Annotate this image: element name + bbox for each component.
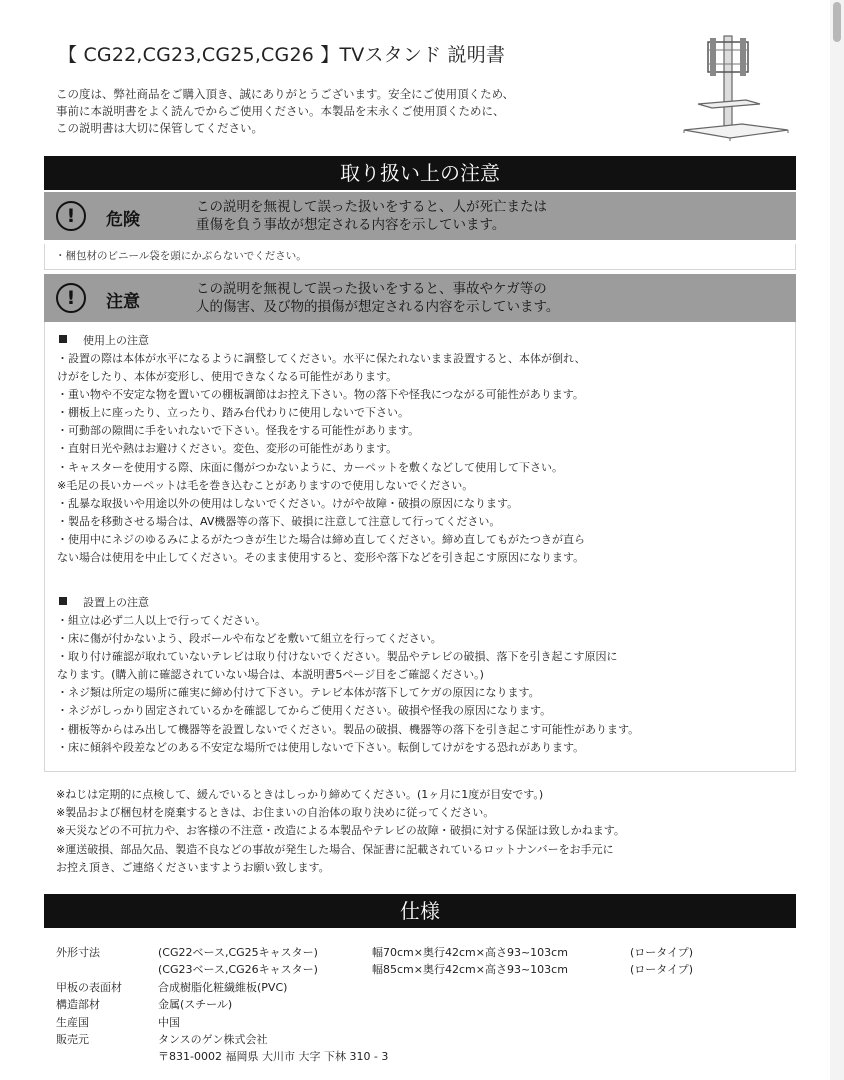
handling-header: 取り扱い上の注意 (44, 156, 796, 190)
footnote: ※天災などの不可抗力や、お客様の不注意・改造による本製品やテレビの故障・破損に対する保証は致しかねます。 (56, 824, 625, 838)
usage-list (57, 350, 586, 567)
list-item: なります。(購入前に確認されていない場合は、本説明書5ページ目をご確認ください。) (57, 668, 484, 682)
spec-value: タンスのゲン株式会社 (158, 1032, 268, 1046)
intro-line: この度は、弊社商品をご購入頂き、誠にありがとうございます。安全にご使用頂くため、 (56, 87, 515, 101)
list-item: ・床に傾斜や段差などのある不安定な場所では使用しないで下さい。転倒してけがをする恐れがあります。 (57, 740, 585, 754)
document-title: 【 CG22,CG23,CG25,CG26 】TVスタンド 説明書 (58, 44, 506, 66)
caution-details (44, 322, 796, 772)
spec-dims: 幅70cm×奥行42cm×高さ93~103cm (372, 946, 568, 959)
spec-type: (ロータイプ) (630, 963, 694, 977)
caution-text-line: この説明を無視して誤った扱いをすると、事故やケガ等の (196, 281, 547, 297)
list-item: ・キャスターを使用する際、床面に傷がつかないように、カーペットを敷くなどして使用して下さい。 (57, 460, 563, 474)
spec-label: 甲板の表面材 (56, 980, 122, 994)
list-item: ・ネジがしっかり固定されているかを確認してからご使用ください。破損や怪我の原因になります。 (57, 704, 552, 718)
spec-type: (ロータイプ) (630, 946, 694, 959)
danger-label: 危険 (106, 210, 140, 230)
spec-model: (CG22ベース,CG25キャスター) (158, 946, 318, 959)
list-item: ・組立は必ず二人以上で行ってください。 (57, 614, 266, 627)
install-list (57, 612, 639, 757)
list-item: ・重い物や不安定な物を置いての棚板調節はお控え下さい。物の落下や怪我につながる可能性があります。 (57, 388, 584, 402)
usage-heading-text: 使用上の注意 (83, 334, 149, 347)
caution-text-line: 人的傷害、及び物的損傷が想定される内容を示しています。 (196, 299, 560, 315)
spec-label: 外形寸法 (56, 946, 100, 959)
list-item: ・乱暴な取扱いや用途以外の使用はしないでください。けがや故障・破損の原因になります。 (57, 496, 519, 510)
list-item: ・直射日光や熱はお避けください。変色、変形の可能性があります。 (57, 442, 398, 456)
footnotes (56, 786, 625, 877)
danger-box (44, 192, 796, 240)
install-heading-text: 設置上の注意 (83, 596, 149, 609)
install-heading (59, 594, 149, 610)
spec-header: 仕様 (44, 894, 796, 928)
bullet-square-icon (59, 335, 67, 343)
footnote: ※運送破損、部品欠品、製造不良などの事故が発生した場合、保証書に記載されているロットナンバーをお手元に (56, 842, 614, 856)
spec-value: 中国 (158, 1015, 180, 1029)
footnote: ※製品および梱包材を廃棄するときは、お住まいの自治体の取り決めに従ってください。 (56, 806, 495, 820)
vertical-scrollbar[interactable] (830, 0, 844, 1080)
list-item: ・ネジ類は所定の場所に確実に締め付けて下さい。テレビ本体が落下してケガの原因になります。 (57, 686, 540, 700)
danger-text (196, 198, 547, 234)
caution-box (44, 274, 796, 322)
warning-icon: ! (56, 283, 86, 313)
danger-text-line: この説明を無視して誤った扱いをすると、人が死亡または (196, 199, 547, 215)
list-item: ・床に傷が付かないよう、段ボールや布などを敷いて組立を行ってください。 (57, 632, 442, 646)
list-item: ・製品を移動させる場合は、AV機器等の落下、破損に注意して注意して行ってください。 (57, 514, 501, 528)
bullet-square-icon (59, 597, 67, 605)
intro-line: 事前に本説明書をよく読んでからご使用ください。本製品を末永くご使用頂くために、 (56, 104, 505, 118)
intro-paragraph (56, 86, 656, 137)
intro-line: この説明書は大切に保管してください。 (56, 121, 263, 135)
footnote: お控え頂き、ご連絡くださいますようお願い致します。 (56, 860, 330, 874)
spec-dims: 幅85cm×奥行42cm×高さ93~103cm (372, 963, 568, 977)
spec-model: (CG23ベース,CG26キャスター) (158, 963, 318, 977)
list-item: ・可動部の隙間に手をいれないで下さい。怪我をする可能性があります。 (57, 424, 420, 438)
danger-text-line: 重傷を負う事故が想定される内容を示しています。 (196, 217, 506, 233)
caution-text (196, 280, 559, 316)
spec-value: 合成樹脂化粧繊維板(PVC) (158, 980, 288, 994)
list-item: ・棚板等からはみ出して機器等を設置しないでください。製品の破損、機器等の落下を引き起こす可能性があります。 (57, 722, 640, 736)
usage-heading (59, 332, 149, 348)
danger-note: ・梱包材のビニール袋を頭にかぶらないでください。 (44, 244, 796, 270)
list-item: ※毛足の長いカーペットは毛を巻き込むことがありますので使用しないでください。 (57, 478, 474, 492)
list-item: けがをしたり、本体が変形し、使用できなくなる可能性があります。 (57, 370, 398, 384)
spec-label: 構造部材 (56, 998, 100, 1012)
warning-icon: ! (56, 201, 86, 231)
scrollbar-thumb[interactable] (833, 2, 841, 42)
list-item: ない場合は使用を中止してください。そのまま使用すると、変形や落下などを引き起こす原因になります。 (57, 551, 585, 565)
spec-value: 〒831-0002 福岡県 大川市 大字 下林 310 - 3 (158, 1050, 389, 1064)
footnote: ※ねじは定期的に点検して、緩んでいるときはしっかり締めてください。(1ヶ月に1度が目安です。) (56, 788, 544, 801)
spec-label: 生産国 (56, 1015, 89, 1029)
list-item: ・設置の際は本体が水平になるように調整してください。水平に保たれないまま設置すると、本体が倒れ、 (57, 352, 586, 365)
spec-label: 販売元 (56, 1032, 89, 1046)
list-item: ・棚板上に座ったり、立ったり、踏み台代わりに使用しないで下さい。 (57, 406, 409, 420)
spec-value: 金属(スチール) (158, 998, 233, 1012)
tv-stand-illustration (680, 32, 792, 144)
caution-label: 注意 (106, 292, 140, 312)
list-item: ・取り付け確認が取れていないテレビは取り付けないでください。製品やテレビの破損、落下を引き起こす原因に (57, 650, 618, 664)
list-item: ・使用中にネジのゆるみによるがたつきが生じた場合は締め直してください。締め直してもがたつきが直ら (57, 532, 585, 546)
